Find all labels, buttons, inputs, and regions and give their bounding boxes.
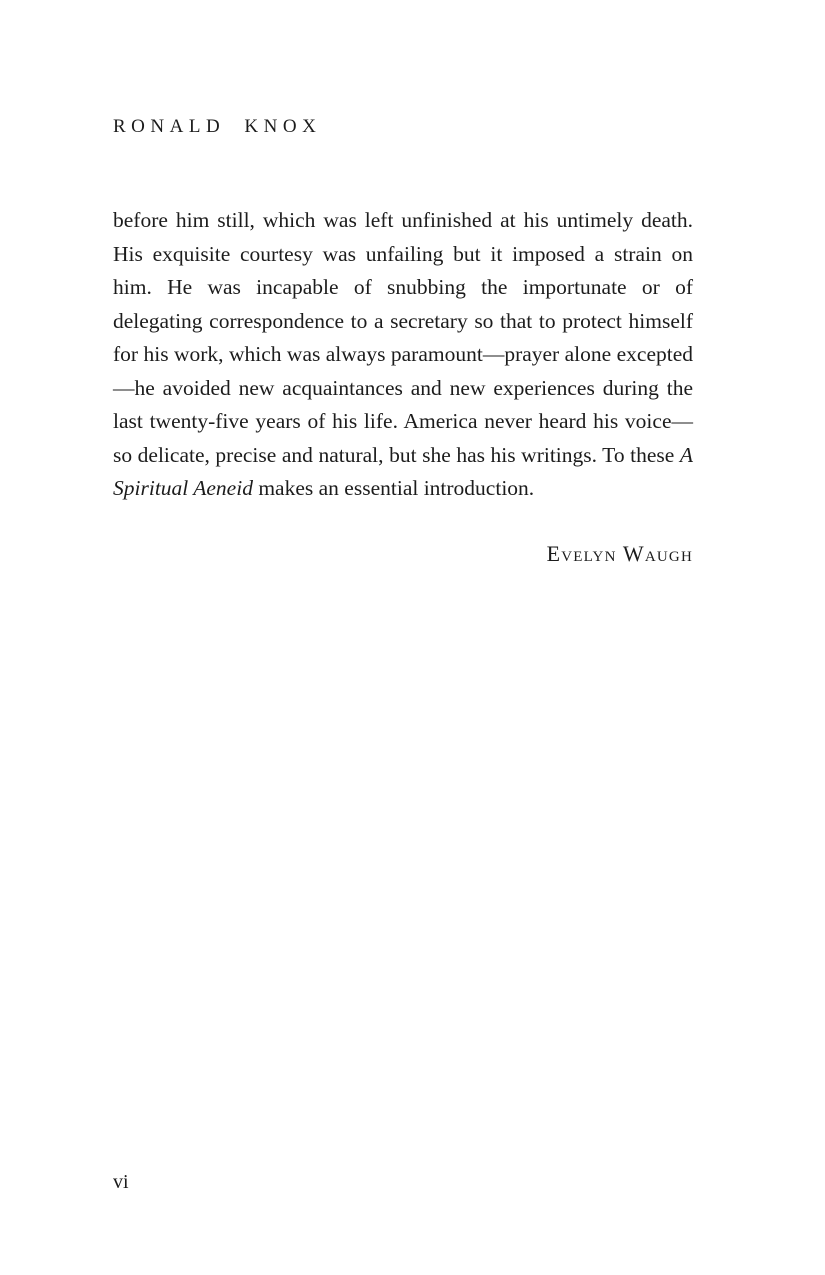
paragraph-segment-start: before him still, which was left unfinished at his untimely death. His exquisite courtesy was unfailing but it imposed a strain on him. He was incapable of snubbing the importunate or of delegating correspondence to a secretary so that to protect himself for his work, which was always paramount—prayer alone excepted—he avoided new acquaintances and new experiences during the last twenty-five years of his life. America never heard his voice—so delicate, precise and natural, but she has his writings. To these: [113, 208, 693, 467]
body-paragraph: [113, 204, 693, 506]
paragraph-segment-end: makes an essential introduction.: [252, 476, 535, 500]
author-signature: Evelyn Waugh: [546, 541, 693, 566]
running-head: RONALD KNOX: [113, 116, 322, 137]
book-title-italic: A Spiritual Aeneid: [113, 442, 693, 500]
page-number: vi: [113, 1171, 129, 1193]
